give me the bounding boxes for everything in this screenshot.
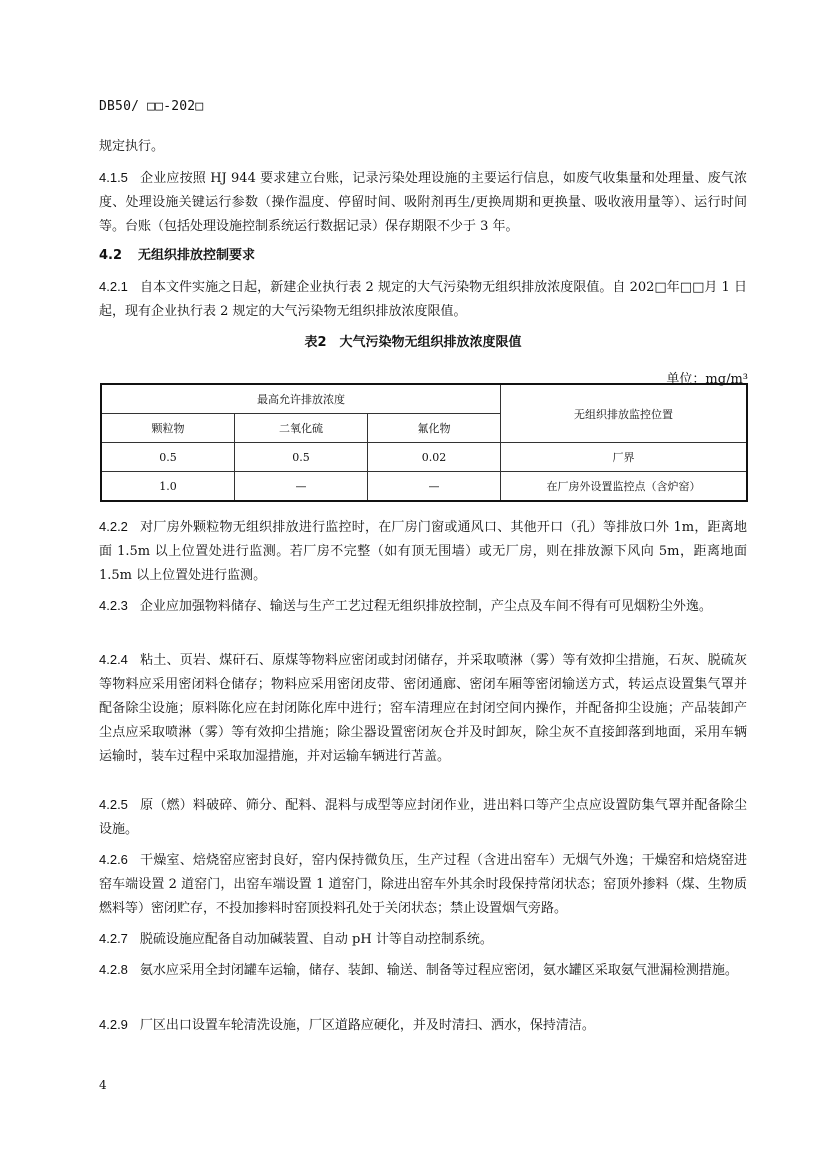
paragraph-continuation: 规定执行。 bbox=[99, 139, 165, 154]
section-number: 4.2 bbox=[99, 248, 123, 263]
clause-number: 4.2.4 bbox=[99, 652, 128, 667]
clause-text: 粘土、页岩、煤矸石、原煤等物料应密闭或封闭储存，并采取喷淋（雾）等有效抑尘措施，石灰、脱硫灰等物料应采用密闭料仓储存；物料应采用密闭皮带、密闭通廊、密闭车厢等密闭输送方式，转运点设置集气罩并配备除尘设施；原料陈化应在封闭陈化库中进行；窑车清理应在封闭空间内操作，并配备抑尘设施；产品装卸产尘点应采取喷淋（雾）等有效抑尘措施；除尘器设置密闭灰仓并及时卸灰，除尘灰不直接卸落到地面，采用车辆运输时，装车过程中采取加湿措施，并对运输车辆进行苫盖。 bbox=[99, 653, 747, 764]
table-cell: 1.0 bbox=[101, 472, 234, 502]
clause-text: 原（燃）料破碎、筛分、配料、混料与成型等应封闭作业，进出料口等产尘点应设置防集气罩并配备除尘设施。 bbox=[99, 798, 747, 837]
document-code: DB50/ □□-202□ bbox=[99, 99, 204, 114]
column-header: 二氧化硫 bbox=[234, 414, 367, 443]
header-monitoring-location: 无组织排放监控位置 bbox=[500, 384, 747, 443]
clause-text: 对厂房外颗粒物无组织排放进行监控时，在厂房门窗或通风口、其他开口（孔）等排放口外 1m，距离地面 1.5m 以上位置处进行监测。若厂房不完整（如有顶无围墙）或无厂房，则在排放源下风向 5m，距离地面 1.5m 以上位置处进行监测。 bbox=[99, 520, 747, 583]
clause-4-2-6 bbox=[99, 848, 747, 921]
emission-limits-table bbox=[100, 383, 748, 502]
table-cell: 0.5 bbox=[234, 443, 367, 472]
table-cell: 厂界 bbox=[500, 443, 747, 472]
clause-4-2-5 bbox=[99, 793, 747, 842]
clause-number: 4.1.5 bbox=[99, 170, 128, 185]
clause-number: 4.2.9 bbox=[99, 1017, 128, 1032]
clause-text: 自本文件实施之日起，新建企业执行表 2 规定的大气污染物无组织排放浓度限值。自 202□年□□月 1 日起，现有企业执行表 2 规定的大气污染物无组织排放浓度限值。 bbox=[99, 280, 747, 319]
clause-text: 干燥室、焙烧窑应密封良好，窑内保持微负压，生产过程（含进出窑车）无烟气外逸；干燥窑和焙烧窑进窑车端设置 2 道窑门，出窑车端设置 1 道窑门，除进出窑车外其余时段保持常闭状态；窑顶外掺料（煤、生物质燃料等）密闭贮存，不投加掺料时窑顶投料孔处于关闭状态；禁止设置烟气旁路。 bbox=[99, 853, 747, 916]
table-cell: — bbox=[367, 472, 500, 502]
clause-4-2-2 bbox=[99, 515, 747, 588]
group-header-max-concentration: 最高允许排放浓度 bbox=[101, 384, 500, 414]
table-row bbox=[101, 472, 747, 502]
clause-number: 4.2.6 bbox=[99, 852, 128, 867]
table-row bbox=[101, 443, 747, 472]
clause-number: 4.2.5 bbox=[99, 797, 128, 812]
clause-number: 4.2.2 bbox=[99, 519, 128, 534]
clause-4-1-5 bbox=[99, 166, 747, 239]
clause-number: 4.2.7 bbox=[99, 931, 128, 946]
table-caption: 表2 大气污染物无组织排放浓度限值 bbox=[304, 335, 522, 350]
clause-text: 企业应加强物料储存、输送与生产工艺过程无组织排放控制，产尘点及车间不得有可见烟粉尘外逸。 bbox=[139, 599, 712, 614]
clause-4-2-4 bbox=[99, 648, 747, 769]
clause-4-2-1 bbox=[99, 275, 747, 324]
table-cell: 0.5 bbox=[101, 443, 234, 472]
clause-number: 4.2.3 bbox=[99, 598, 128, 613]
column-header: 氟化物 bbox=[367, 414, 500, 443]
clause-number: 4.2.8 bbox=[99, 962, 128, 977]
clause-text: 厂区出口设置车轮清洗设施，厂区道路应硬化，并及时清扫、洒水，保持清洁。 bbox=[139, 1018, 595, 1033]
clause-text: 氨水应采用全封闭罐车运输，储存、装卸、输送、制备等过程应密闭，氨水罐区采取氨气泄漏检测措施。 bbox=[139, 963, 738, 978]
clause-4-2-9 bbox=[99, 1013, 747, 1038]
clause-4-2-7 bbox=[99, 927, 747, 952]
table-cell: 0.02 bbox=[367, 443, 500, 472]
table-cell: 在厂房外设置监控点（含炉窑） bbox=[500, 472, 747, 502]
page-number: 4 bbox=[99, 1078, 107, 1092]
table-unit: 单位：mg/m³ bbox=[666, 372, 748, 387]
table-cell: — bbox=[234, 472, 367, 502]
clause-number: 4.2.1 bbox=[99, 279, 128, 294]
clause-4-2-8 bbox=[99, 958, 747, 983]
column-header: 颗粒物 bbox=[101, 414, 234, 443]
clause-text: 脱硫设施应配备自动加碱装置、自动 pH 计等自动控制系统。 bbox=[139, 932, 493, 947]
section-heading-4-2 bbox=[99, 244, 255, 263]
section-title: 无组织排放控制要求 bbox=[138, 248, 256, 263]
clause-text: 企业应按照 HJ 944 要求建立台账，记录污染处理设施的主要运行信息，如废气收集量和处理量、废气浓度、处理设施关键运行参数（操作温度、停留时间、吸附剂再生/更换周期和更换量、吸收液用量等）、运行时间等。台账（包括处理设施控制系统运行数据记录）保存期限不少于 3 年。 bbox=[99, 171, 747, 234]
clause-4-2-3 bbox=[99, 594, 747, 619]
